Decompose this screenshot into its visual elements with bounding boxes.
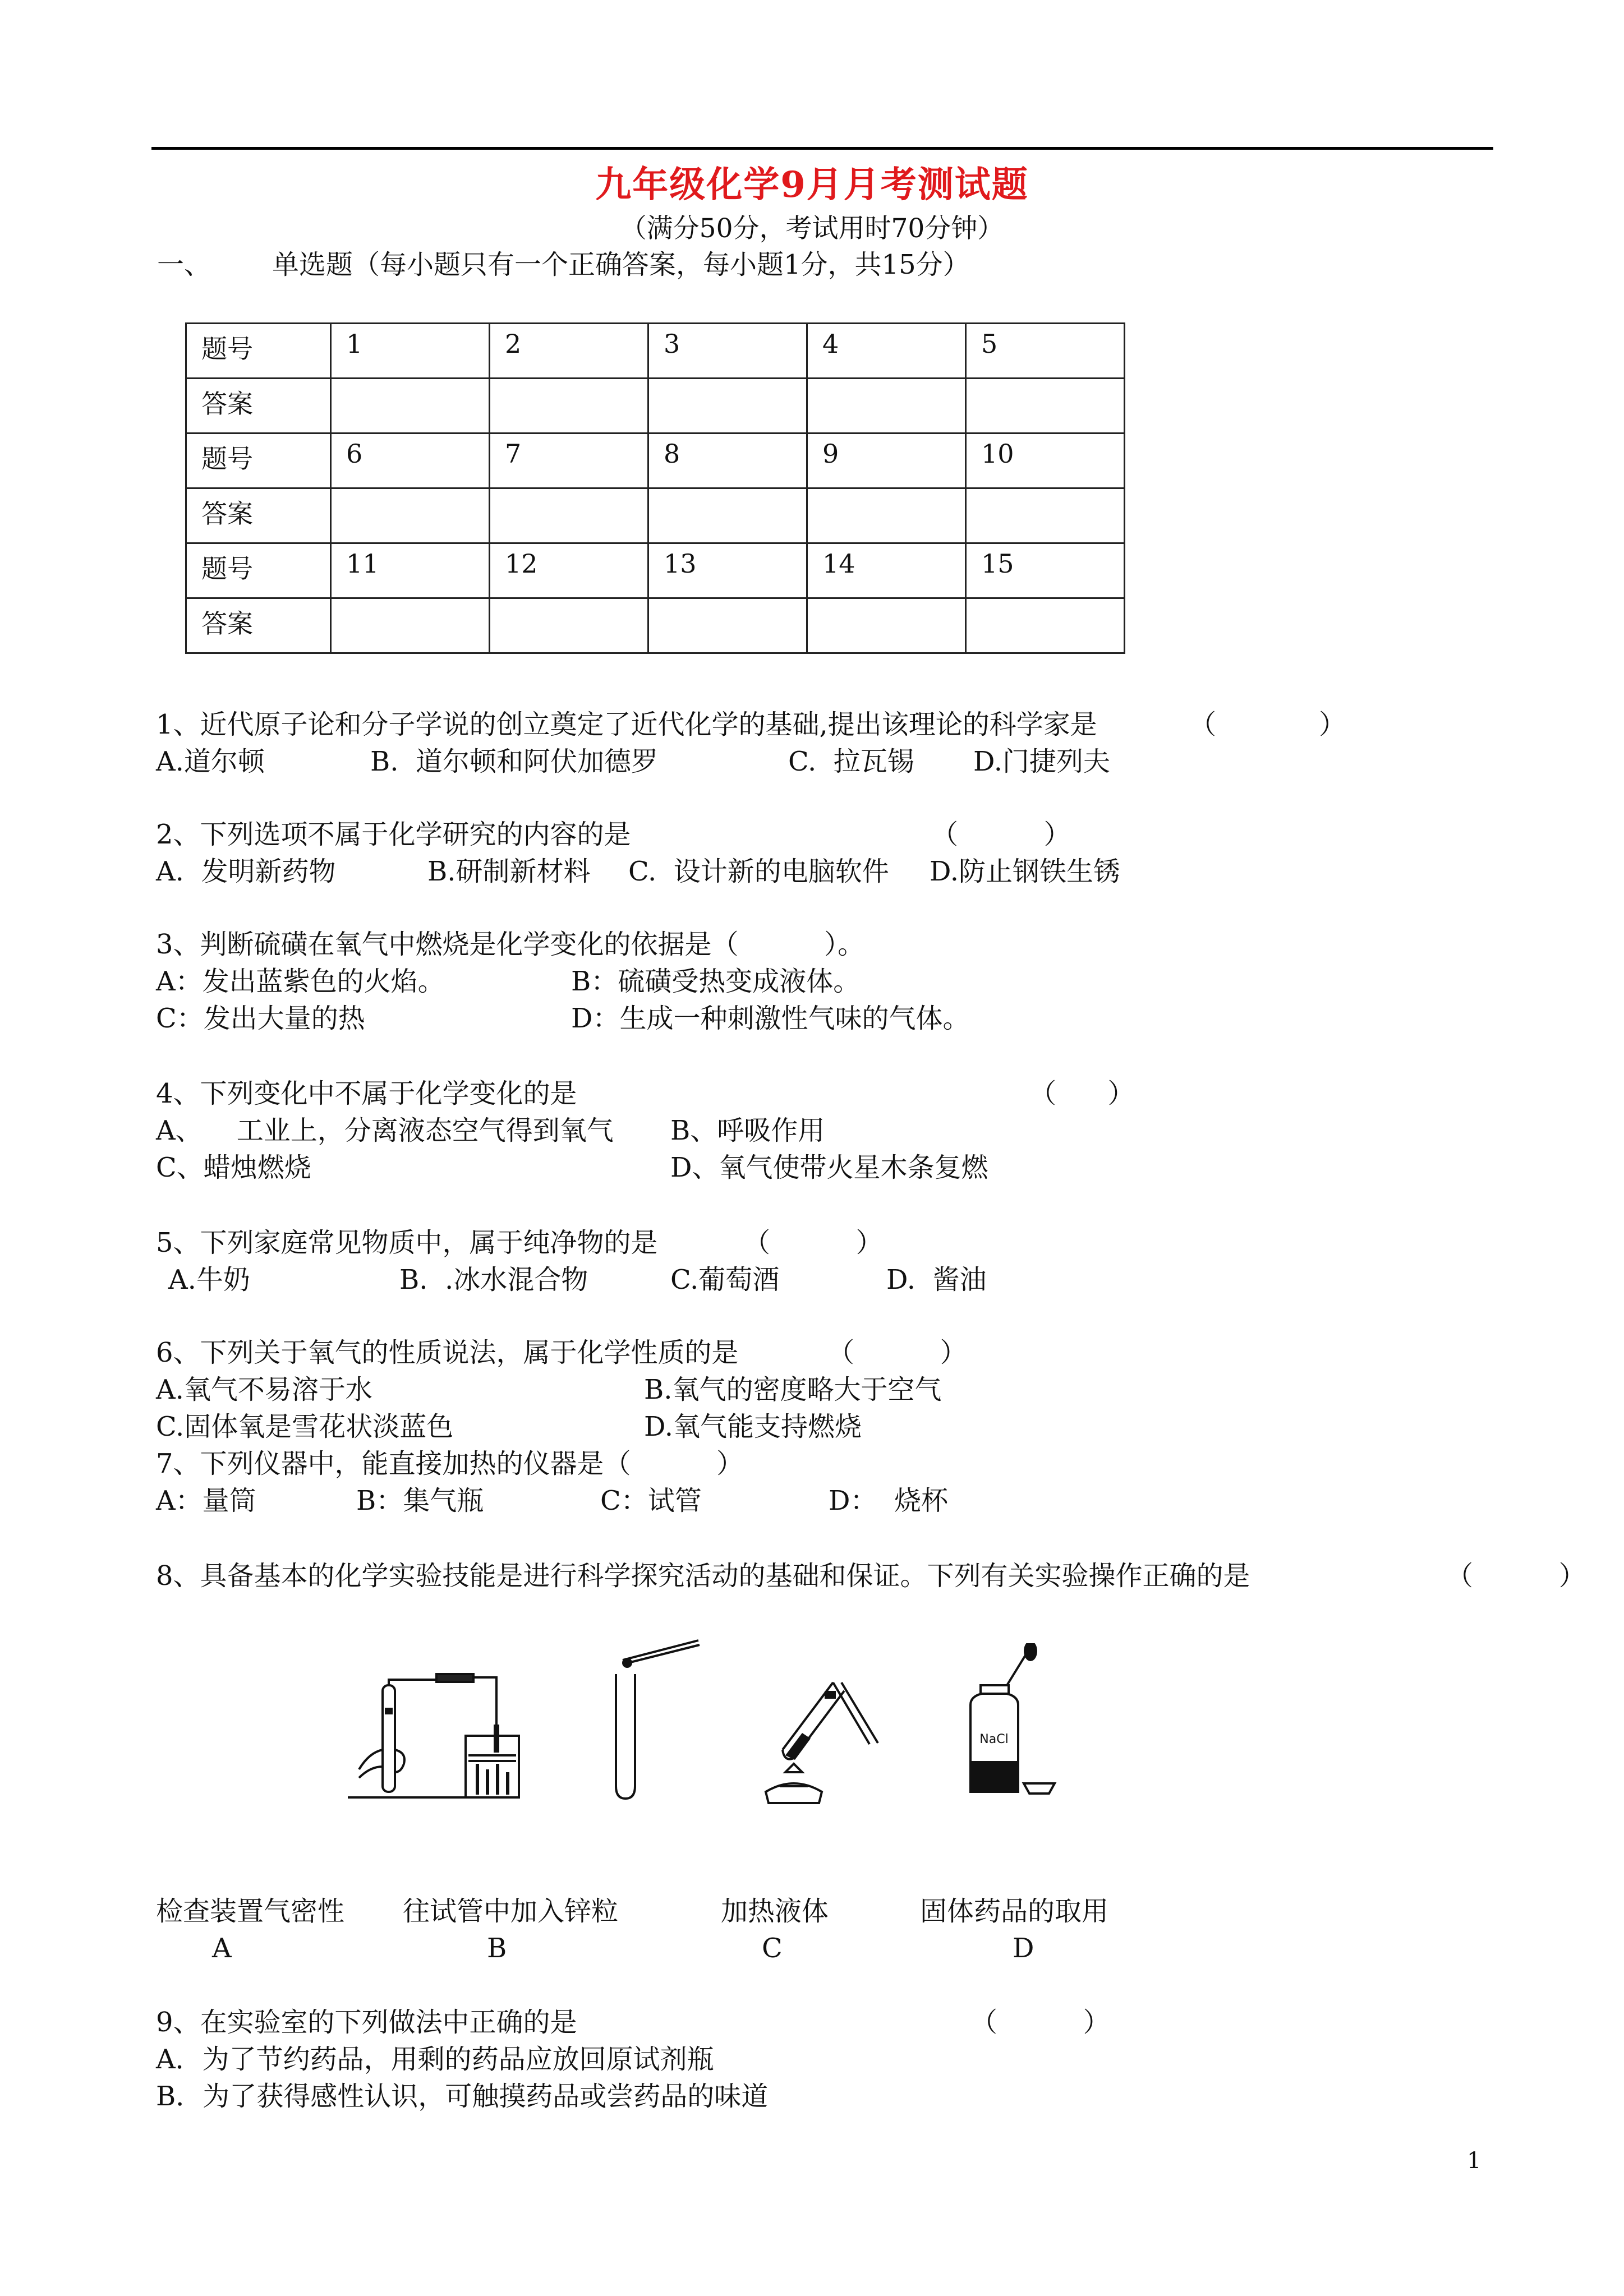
question-5-option-b: B. .冰水混合物 [399, 1264, 588, 1295]
question-7-option-d: D： 烧杯 [829, 1485, 949, 1516]
section-heading: 单选题（每小题只有一个正确答案，每小题1分，共15分） [272, 249, 970, 280]
table-cell: 4 [807, 324, 966, 379]
header-rule [151, 147, 1493, 150]
question-6-option-a: A.氧气不易溶于水 [156, 1374, 372, 1405]
question-8-stem: 8、具备基本的化学实验技能是进行科学探究活动的基础和保证。下列有关实验操作正确的是 [156, 1560, 1250, 1592]
table-cell: 11 [331, 543, 490, 598]
answer-cell[interactable] [331, 379, 490, 434]
answer-cell[interactable] [807, 379, 966, 434]
table-cell: 答案 [186, 488, 331, 543]
table-cell: 3 [648, 324, 807, 379]
question-7-option-b: B：集气瓶 [356, 1485, 484, 1516]
question-6-option-c: C.固体氧是雪花状淡蓝色 [156, 1411, 454, 1442]
answer-cell[interactable] [490, 598, 648, 653]
question-1-option-d: D.门捷列夫 [973, 746, 1111, 777]
question-5-answer-paren[interactable]: （ ） [743, 1227, 883, 1258]
figure-letter-d: D [1013, 1933, 1034, 1964]
table-cell: 6 [331, 434, 490, 488]
question-4-option-c: C、蜡烛燃烧 [156, 1152, 311, 1183]
figure-heating-liquid [740, 1666, 881, 1811]
answer-cell[interactable] [331, 598, 490, 653]
figure-airtightness-check [342, 1657, 527, 1803]
table-row [186, 379, 1125, 434]
question-3-stem: 3、判断硫磺在氧气中燃烧是化学变化的依据是（ ）。 [156, 929, 865, 960]
table-row [186, 598, 1125, 653]
table-cell: 9 [807, 434, 966, 488]
question-1-option-c: C. 拉瓦锡 [788, 746, 914, 777]
table-row [186, 434, 1125, 488]
table-cell: 15 [966, 543, 1125, 598]
table-cell: 13 [648, 543, 807, 598]
question-5-stem: 5、下列家庭常见物质中，属于纯净物的是 [156, 1227, 658, 1258]
question-8-answer-paren[interactable]: （ ） [1446, 1560, 1586, 1592]
table-cell: 12 [490, 543, 648, 598]
table-row [186, 543, 1125, 598]
figure-add-zinc [606, 1635, 707, 1803]
table-cell: 1 [331, 324, 490, 379]
figure-solid-reagent [954, 1643, 1060, 1800]
table-cell: 7 [490, 434, 648, 488]
figure-letter-a: A [212, 1933, 232, 1964]
question-4-stem: 4、下列变化中不属于化学变化的是 [156, 1078, 577, 1109]
table-row [186, 324, 1125, 379]
bottle-label: NaCl [979, 1732, 1009, 1746]
question-3-option-b: B：硫磺受热变成液体。 [571, 966, 861, 997]
page-subtitle: （满分50分，考试用时70分钟） [620, 213, 1004, 244]
question-4-option-d: D、氧气使带火星木条复燃 [670, 1152, 988, 1183]
question-7-option-c: C：试管 [600, 1485, 702, 1516]
question-5-option-d: D. 酱油 [886, 1264, 987, 1295]
page-title: 九年级化学9月月考测试题 [595, 164, 1029, 206]
question-4-option-a: A、 工业上，分离液态空气得到氧气 [156, 1115, 614, 1146]
question-1-option-b: B. 道尔顿和阿伏加德罗 [370, 746, 659, 777]
question-3-option-d: D：生成一种刺激性气味的气体。 [571, 1003, 970, 1034]
question-6-answer-paren[interactable]: （ ） [827, 1337, 967, 1368]
question-1-option-a: A.道尔顿 [156, 746, 265, 777]
table-cell: 题号 [186, 324, 331, 379]
question-5-option-c: C.葡萄酒 [670, 1264, 780, 1295]
table-cell: 2 [490, 324, 648, 379]
answer-cell[interactable] [807, 488, 966, 543]
answer-cell[interactable] [648, 488, 807, 543]
table-cell: 5 [966, 324, 1125, 379]
question-6-option-d: D.氧气能支持燃烧 [644, 1411, 862, 1442]
question-4-option-b: B、呼吸作用 [670, 1115, 825, 1146]
answer-cell[interactable] [966, 598, 1125, 653]
table-cell: 答案 [186, 598, 331, 653]
question-7-option-a: A：量筒 [156, 1485, 256, 1516]
table-cell: 题号 [186, 543, 331, 598]
table-row [186, 488, 1125, 543]
figure-letter-c: C [762, 1933, 783, 1964]
question-9-option-a: A．为了节约药品，用剩的药品应放回原试剂瓶 [156, 2044, 714, 2075]
page-number: 1 [1467, 2148, 1482, 2174]
answer-cell[interactable] [648, 598, 807, 653]
question-2-option-a: A. 发明新药物 [156, 856, 336, 887]
answer-cell[interactable] [490, 379, 648, 434]
table-cell: 10 [966, 434, 1125, 488]
figure-caption-b: 往试管中加入锌粒 [403, 1896, 619, 1927]
answer-cell[interactable] [966, 488, 1125, 543]
question-2-option-d: D.防止钢铁生锈 [930, 856, 1121, 887]
question-2-answer-paren[interactable]: （ ） [931, 819, 1071, 850]
figure-caption-c: 加热液体 [721, 1896, 829, 1927]
answer-cell[interactable] [331, 488, 490, 543]
section-number: 一、 [157, 249, 211, 280]
answer-cell[interactable] [490, 488, 648, 543]
question-9-answer-paren[interactable]: （ ） [970, 2007, 1110, 2038]
question-2-option-c: C. 设计新的电脑软件 [628, 856, 889, 887]
question-3-option-c: C：发出大量的热 [156, 1003, 365, 1034]
question-9-stem: 9、在实验室的下列做法中正确的是 [156, 2007, 577, 2038]
question-6-option-b: B.氧气的密度略大于空气 [644, 1374, 942, 1405]
figure-caption-d: 固体药品的取用 [920, 1896, 1109, 1927]
question-9-option-b: B．为了获得感性认识，可触摸药品或尝药品的味道 [156, 2081, 769, 2112]
question-2-stem: 2、下列选项不属于化学研究的内容的是 [156, 819, 631, 850]
question-4-answer-paren[interactable]: （ ） [1029, 1078, 1135, 1109]
question-2-option-b: B.研制新材料 [427, 856, 591, 887]
question-7-stem: 7、下列仪器中，能直接加热的仪器是（ ） [156, 1448, 744, 1479]
question-5-option-a: A.牛奶 [168, 1264, 250, 1295]
answer-table [185, 322, 1125, 654]
table-cell: 14 [807, 543, 966, 598]
table-cell: 8 [648, 434, 807, 488]
question-6-stem: 6、下列关于氧气的性质说法，属于化学性质的是 [156, 1337, 739, 1368]
table-cell: 题号 [186, 434, 331, 488]
answer-cell[interactable] [807, 598, 966, 653]
figure-letter-b: B [487, 1933, 507, 1964]
question-1-stem: 1、近代原子论和分子学说的创立奠定了近代化学的基础,提出该理论的科学家是 [156, 709, 1097, 740]
answer-cell[interactable] [966, 379, 1125, 434]
question-3-option-a: A：发出蓝紫色的火焰。 [156, 966, 445, 997]
figure-caption-a: 检查装置气密性 [156, 1896, 345, 1927]
answer-cell[interactable] [648, 379, 807, 434]
question-1-answer-paren[interactable]: （ ） [1189, 709, 1346, 740]
table-cell: 答案 [186, 379, 331, 434]
